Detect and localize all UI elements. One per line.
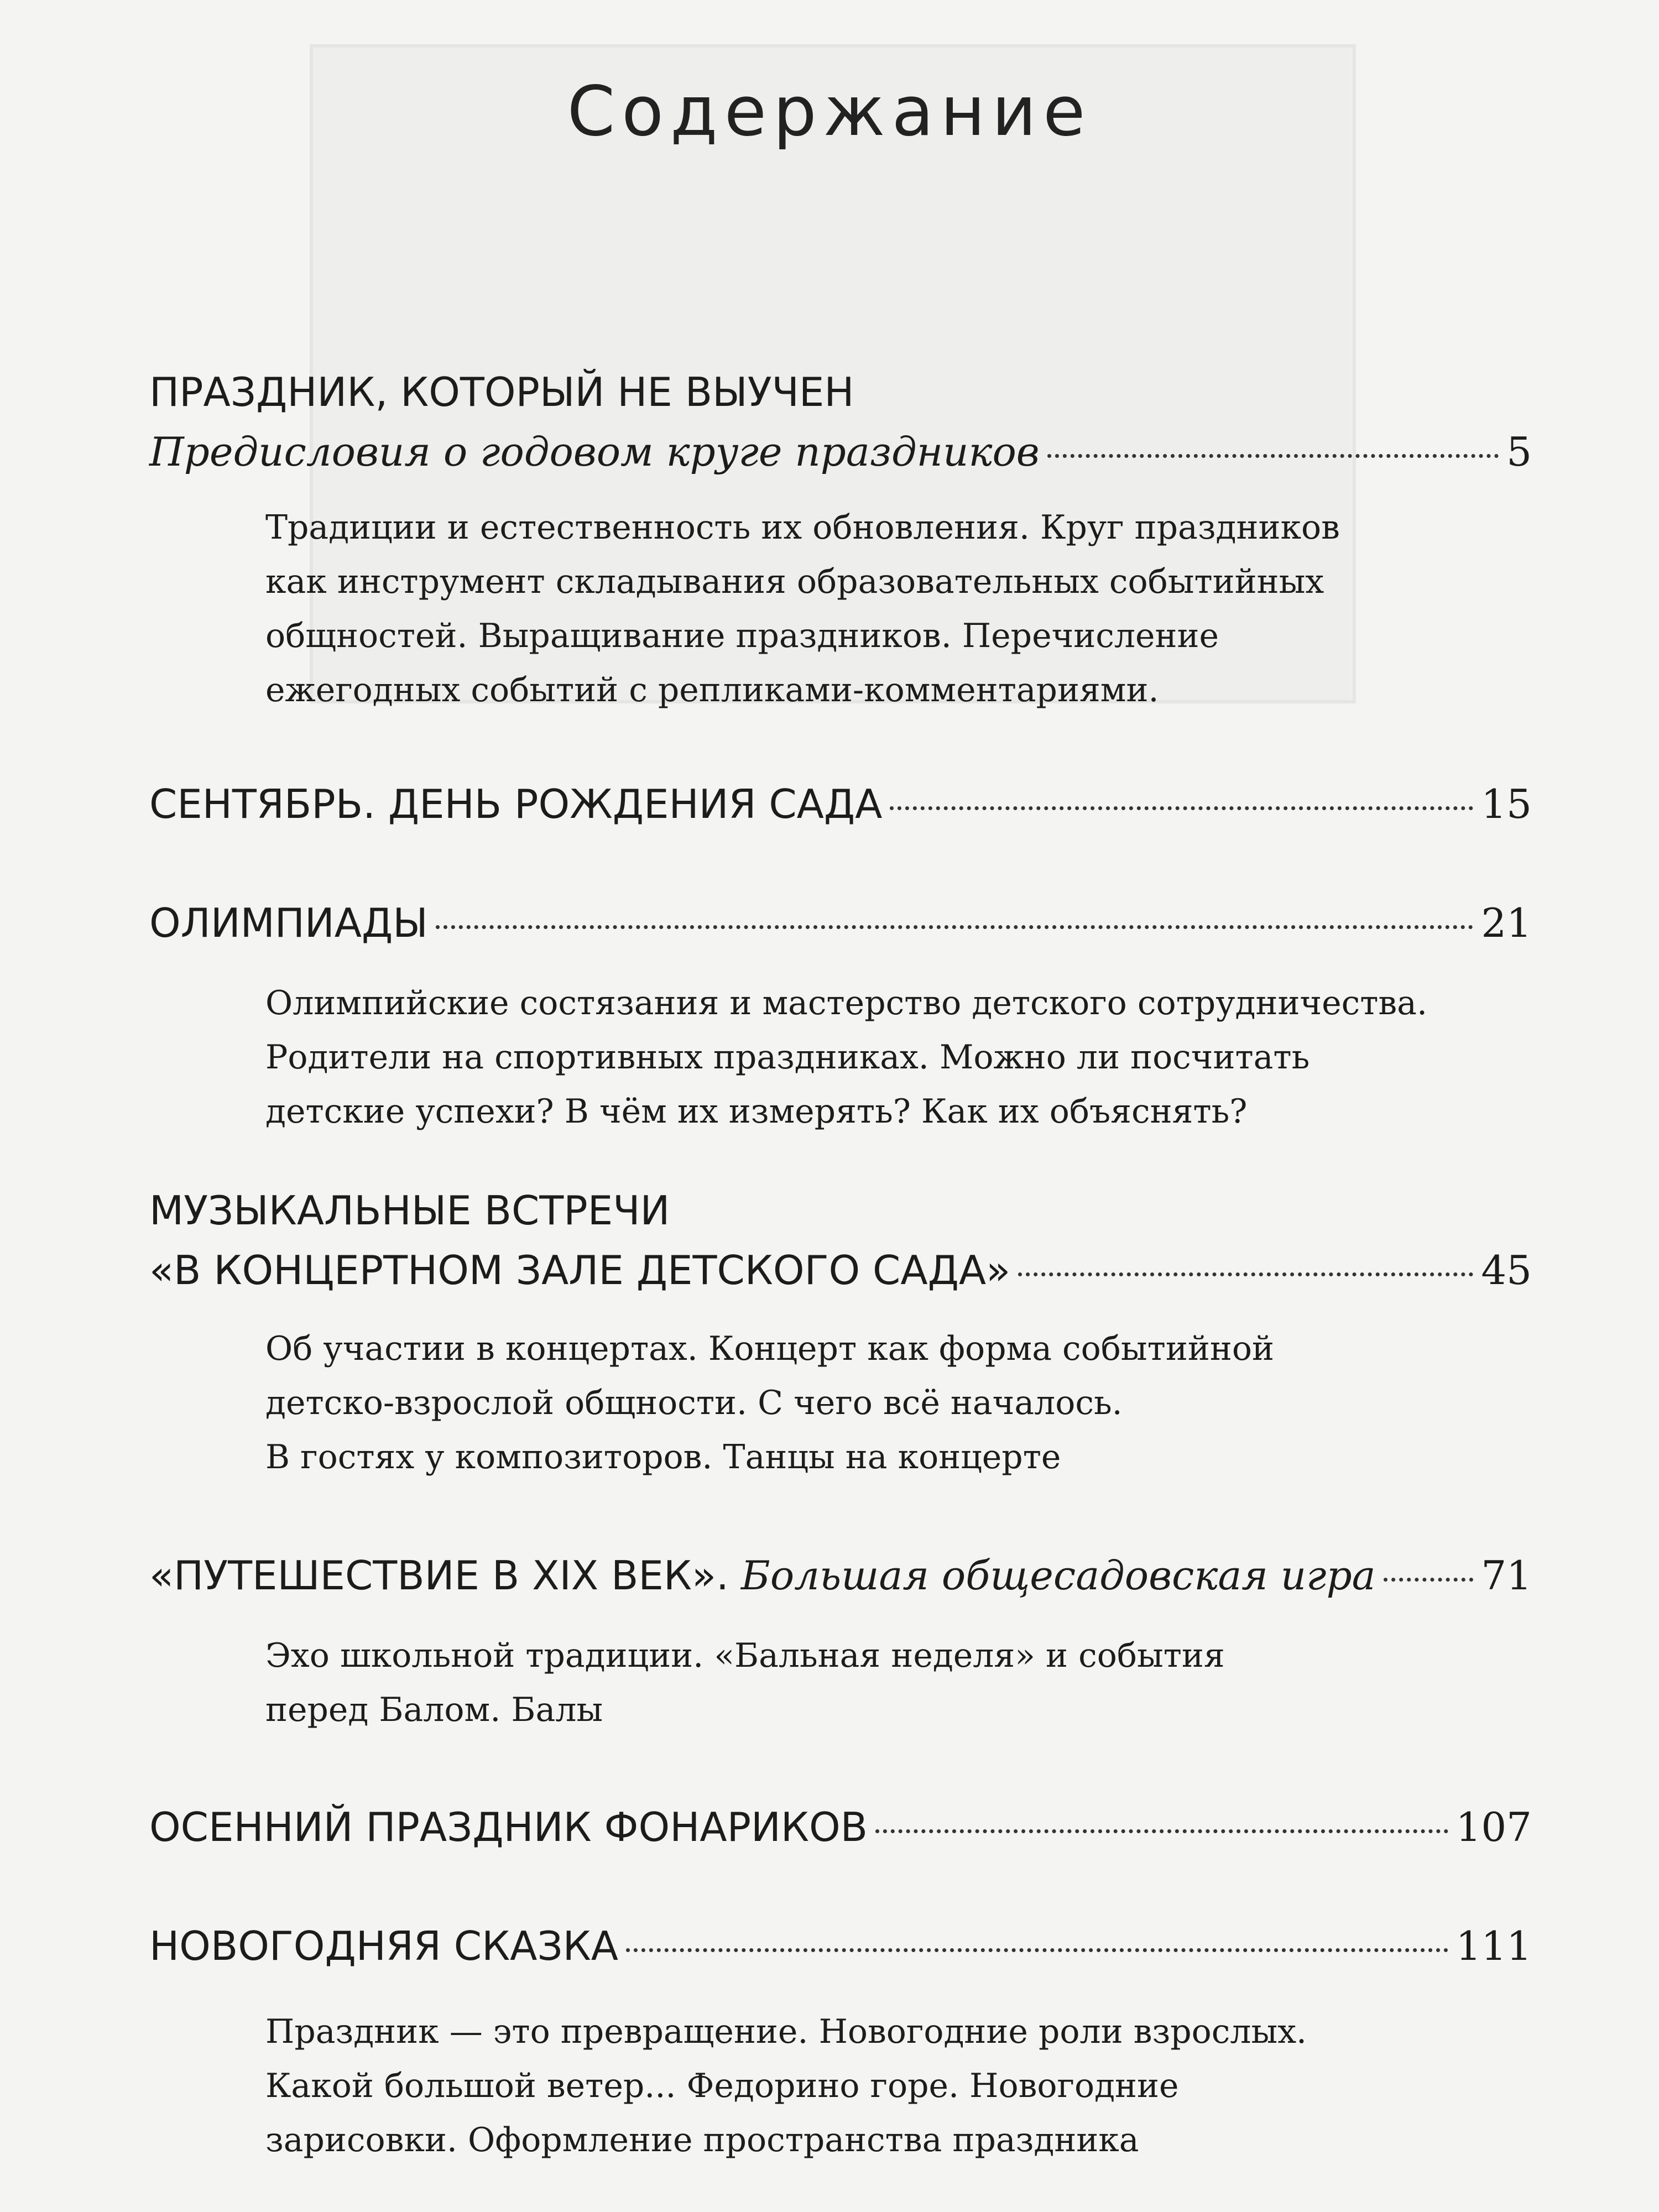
toc-page-number: 45 — [1481, 1247, 1532, 1293]
description-line: Традиции и естественность их обновления. Круг праздников — [265, 508, 1340, 547]
toc-entry-description — [265, 2005, 1537, 2167]
description-line: перед Балом. Балы — [265, 1691, 603, 1729]
description-line: как инструмент складывания образовательных событийных — [265, 562, 1324, 601]
description-line: Об участии в концертах. Концерт как форма событийной — [265, 1329, 1274, 1368]
toc-entry-osennii-prazdnik[interactable] — [149, 1797, 1532, 1857]
toc-entry-prazdnik-kotoryi-ne-vyuchen[interactable] — [149, 362, 1532, 482]
toc-entry-heading: НОВОГОДНЯЯ СКАЗКА — [149, 1923, 618, 1969]
toc-page-number: 107 — [1455, 1804, 1532, 1850]
toc-entry-heading: ОЛИМПИАДЫ — [149, 900, 428, 946]
toc-entry-muzykalnye-vstrechi[interactable] — [149, 1181, 1532, 1300]
description-line: зарисовки. Оформление пространства праздника — [265, 2121, 1139, 2159]
toc-entry-novogodnyaya-skazka[interactable] — [149, 1916, 1532, 1976]
toc-page-number: 5 — [1506, 429, 1532, 475]
toc-entry-description — [265, 1629, 1537, 1737]
toc-entry-heading: ОСЕННИЙ ПРАЗДНИК ФОНАРИКОВ — [149, 1804, 868, 1850]
toc-entry-heading: «ПУТЕШЕСТВИЕ В XIX ВЕК». — [149, 1552, 729, 1599]
description-line: ежегодных событий с репликами-комментариями. — [265, 671, 1159, 709]
toc-entry-heading: СЕНТЯБРЬ. ДЕНЬ РОЖДЕНИЯ САДА — [149, 781, 883, 827]
dot-leader — [1018, 1272, 1473, 1276]
toc-page-number: 111 — [1455, 1923, 1532, 1969]
description-line: В гостях у композиторов. Танцы на концерте — [265, 1438, 1061, 1477]
toc-entry-line — [149, 422, 1532, 482]
toc-entry-description — [265, 500, 1537, 717]
dot-leader — [1047, 454, 1499, 458]
toc-entry-puteshestvie[interactable] — [149, 1546, 1532, 1605]
toc-entry-line — [149, 1546, 1532, 1605]
toc-page-number: 21 — [1481, 900, 1532, 946]
dot-leader — [1384, 1578, 1474, 1582]
description-line: Какой большой ветер... Федорино горе. Новогодние — [265, 2067, 1179, 2105]
toc-entry-heading: МУЗЫКАЛЬНЫЕ ВСТРЕЧИ — [149, 1187, 670, 1234]
toc-entry-line — [149, 1240, 1532, 1300]
toc-entry-olimpiady[interactable] — [149, 893, 1532, 953]
page-title: Содержание — [567, 72, 1092, 152]
description-line: детско-взрослой общности. С чего всё началось. — [265, 1384, 1123, 1422]
description-line: детские успехи? В чём их измерять? Как их объяснять? — [265, 1092, 1248, 1131]
dot-leader — [626, 1948, 1448, 1952]
dot-leader — [436, 925, 1474, 929]
toc-entry-description — [265, 1322, 1537, 1484]
toc-entry-line — [149, 893, 1532, 953]
toc-entry-line — [149, 774, 1532, 834]
dot-leader — [875, 1829, 1448, 1833]
toc-entry-line — [149, 1797, 1532, 1857]
toc-entry-subtitle: Предисловия о годовом круге праздников — [149, 429, 1040, 475]
dot-leader — [890, 806, 1473, 810]
description-line: Праздник — это превращение. Новогодние роли взрослых. — [265, 2012, 1307, 2051]
description-line: Олимпийские состязания и мастерство детского сотрудничества. — [265, 984, 1428, 1022]
toc-entry-sentyabr[interactable] — [149, 774, 1532, 834]
toc-entry-heading: ПРАЗДНИК, КОТОРЫЙ НЕ ВЫУЧЕН — [149, 369, 854, 415]
description-line: Эхо школьной традиции. «Бальная неделя» и события — [265, 1636, 1225, 1675]
description-line: Родители на спортивных праздниках. Можно ли посчитать — [265, 1038, 1310, 1077]
description-line: общностей. Выращивание праздников. Перечисление — [265, 617, 1219, 655]
toc-entry-subtitle: Большая общесадовская игра — [740, 1552, 1376, 1599]
toc-page-number: 15 — [1481, 781, 1532, 827]
toc-page-number: 71 — [1481, 1552, 1532, 1599]
toc-entry-heading-continued: «В КОНЦЕРТНОМ ЗАЛЕ ДЕТСКОГО САДА» — [149, 1247, 1011, 1293]
toc-entry-description — [265, 976, 1537, 1139]
toc-entry-line — [149, 1916, 1532, 1976]
